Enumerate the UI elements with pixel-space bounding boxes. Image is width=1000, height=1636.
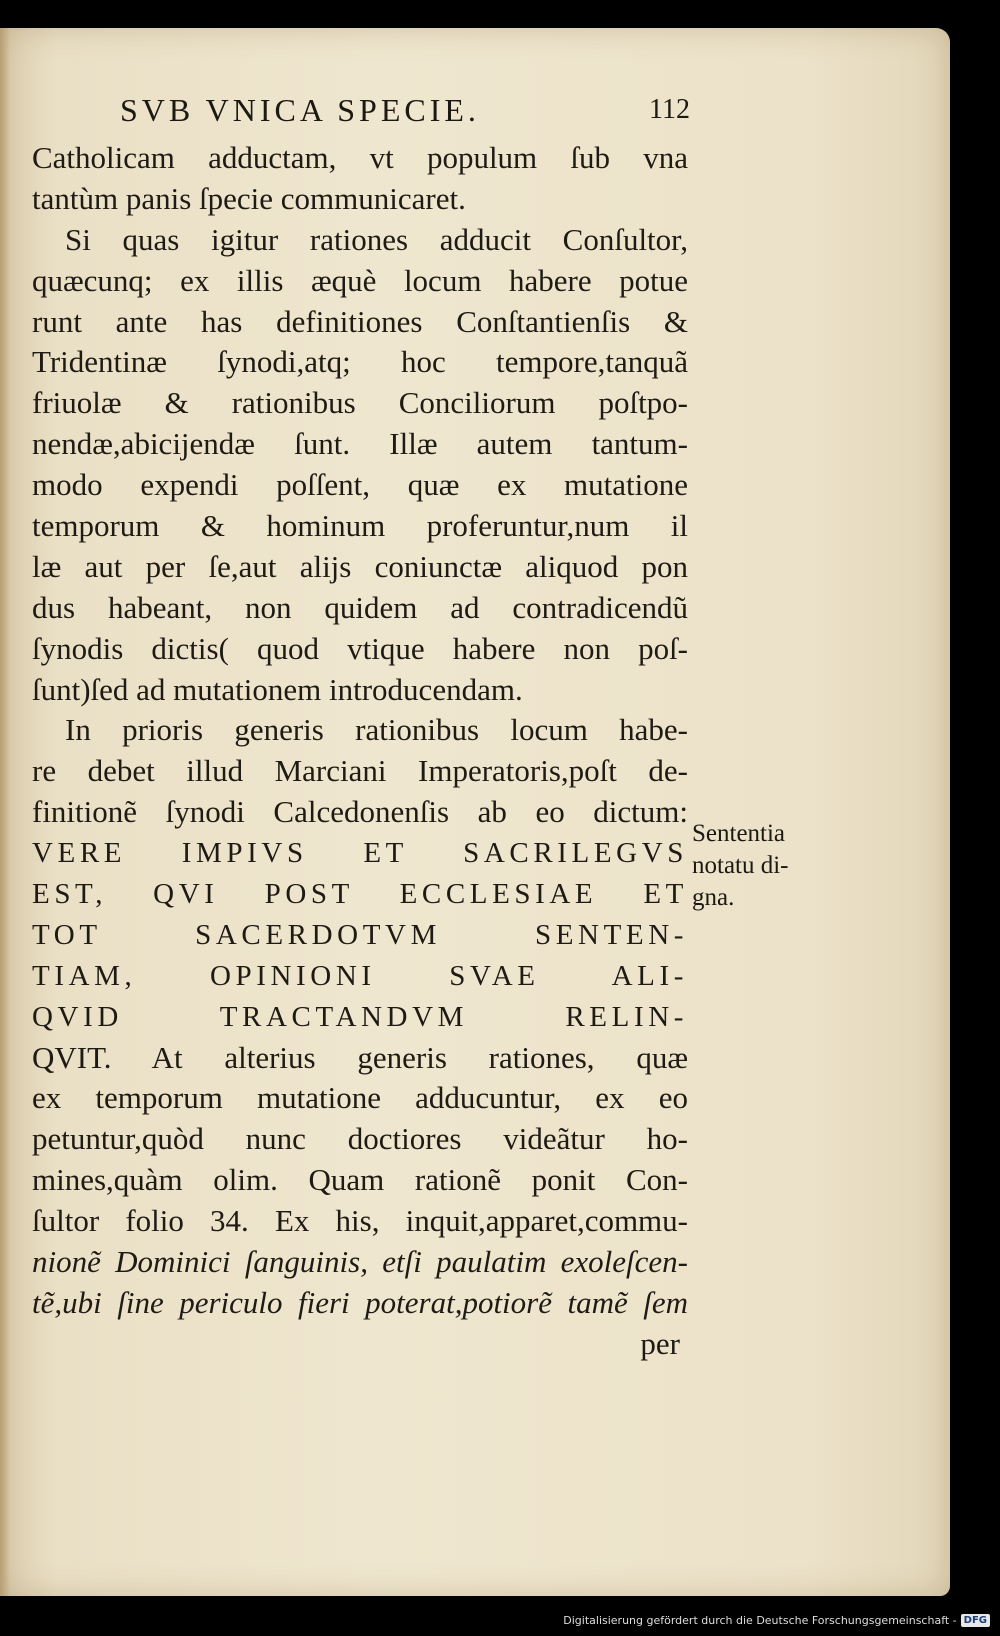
text-line: TIAM, OPINIONI SVAE ALI-	[32, 959, 688, 992]
text-line: læ aut per ſe,aut alijs coniunctæ aliquod pon	[32, 548, 688, 584]
text-line: QVID TRACTANDVM RELIN-	[32, 1000, 688, 1033]
text-line: ſunt)ſed ad mutationem introducendam.	[32, 671, 523, 707]
footer-credit	[563, 1610, 990, 1630]
text-line: nendæ,abicijendæ ſunt. Illæ autem tantum-	[32, 426, 688, 462]
text-line: mines,quàm olim. Quam rationẽ ponit Con-	[32, 1162, 688, 1198]
margin-note-line: notatu di-	[692, 852, 789, 879]
margin-note-line: gna.	[692, 884, 735, 911]
text-line: TOT SACERDOTVM SENTEN-	[32, 918, 688, 951]
dfg-logo: DFG	[961, 1614, 990, 1627]
text-line: runt ante has definitiones Conſtantienſis &	[32, 303, 688, 339]
text-line: tantùm panis ſpecie communicaret.	[32, 180, 466, 216]
text-line: Tridentinæ ſynodi,atq; hoc tempore,tanquã	[32, 344, 688, 380]
text-line: Catholicam adductam, vt populum ſub vna	[32, 140, 688, 175]
text-line: ſultor folio 34. Ex his, inquit,apparet,commu-	[32, 1203, 688, 1239]
catchword: per	[640, 1325, 680, 1361]
page-number: 112	[649, 94, 690, 125]
text-line: nionẽ Dominici ſanguinis, etſi paulatim exoleſcen-	[32, 1244, 688, 1280]
text-line: modo expendi poſſent, quæ ex mutatione	[32, 467, 688, 503]
text-line: QVIT. At alterius generis rationes, quæ	[32, 1039, 688, 1075]
text-line: VERE IMPIVS ET SACRILEGVS	[32, 837, 688, 870]
text-line: ſynodis dictis( quod vtique habere non poſ-	[32, 630, 688, 666]
body-text	[32, 138, 688, 1365]
text-line: finitionẽ ſynodi Calcedonenſis ab eo dictum:	[32, 794, 688, 830]
text-line: dus habeant, non quidem ad contradicendũ	[32, 589, 688, 625]
text-line: EST, QVI POST ECCLESIAE ET	[32, 878, 688, 911]
funding-text: Digitalisierung gefördert durch die Deutsche Forschungsgemeinschaft -	[563, 1613, 957, 1627]
text-line: petuntur,quòd nunc doctiores videãtur ho-	[32, 1121, 688, 1157]
text-line: temporum & hominum proferuntur,num il	[32, 508, 688, 544]
text-line: Si quas igitur rationes adducit Conſultor,	[65, 221, 688, 257]
text-line: re debet illud Marciani Imperatoris,poſt de-	[32, 753, 688, 789]
page-header	[120, 92, 690, 132]
text-line: friuolæ & rationibus Conciliorum poſtpo-	[32, 385, 688, 421]
margin-note-line: Sententia	[692, 820, 786, 847]
text-line: In prioris generis rationibus locum habe-	[65, 712, 688, 748]
page-gutter-shadow	[0, 28, 10, 1596]
margin-note	[692, 818, 842, 914]
text-line: ex temporum mutatione adducuntur, ex eo	[32, 1080, 688, 1116]
text-line: tẽ,ubi ſine periculo fieri poterat,potiorẽ tamẽ ſem	[32, 1284, 688, 1320]
running-title: SVB VNICA SPECIE.	[120, 92, 480, 128]
text-line: quæcunq; ex illis æquè locum habere potue	[32, 262, 688, 298]
